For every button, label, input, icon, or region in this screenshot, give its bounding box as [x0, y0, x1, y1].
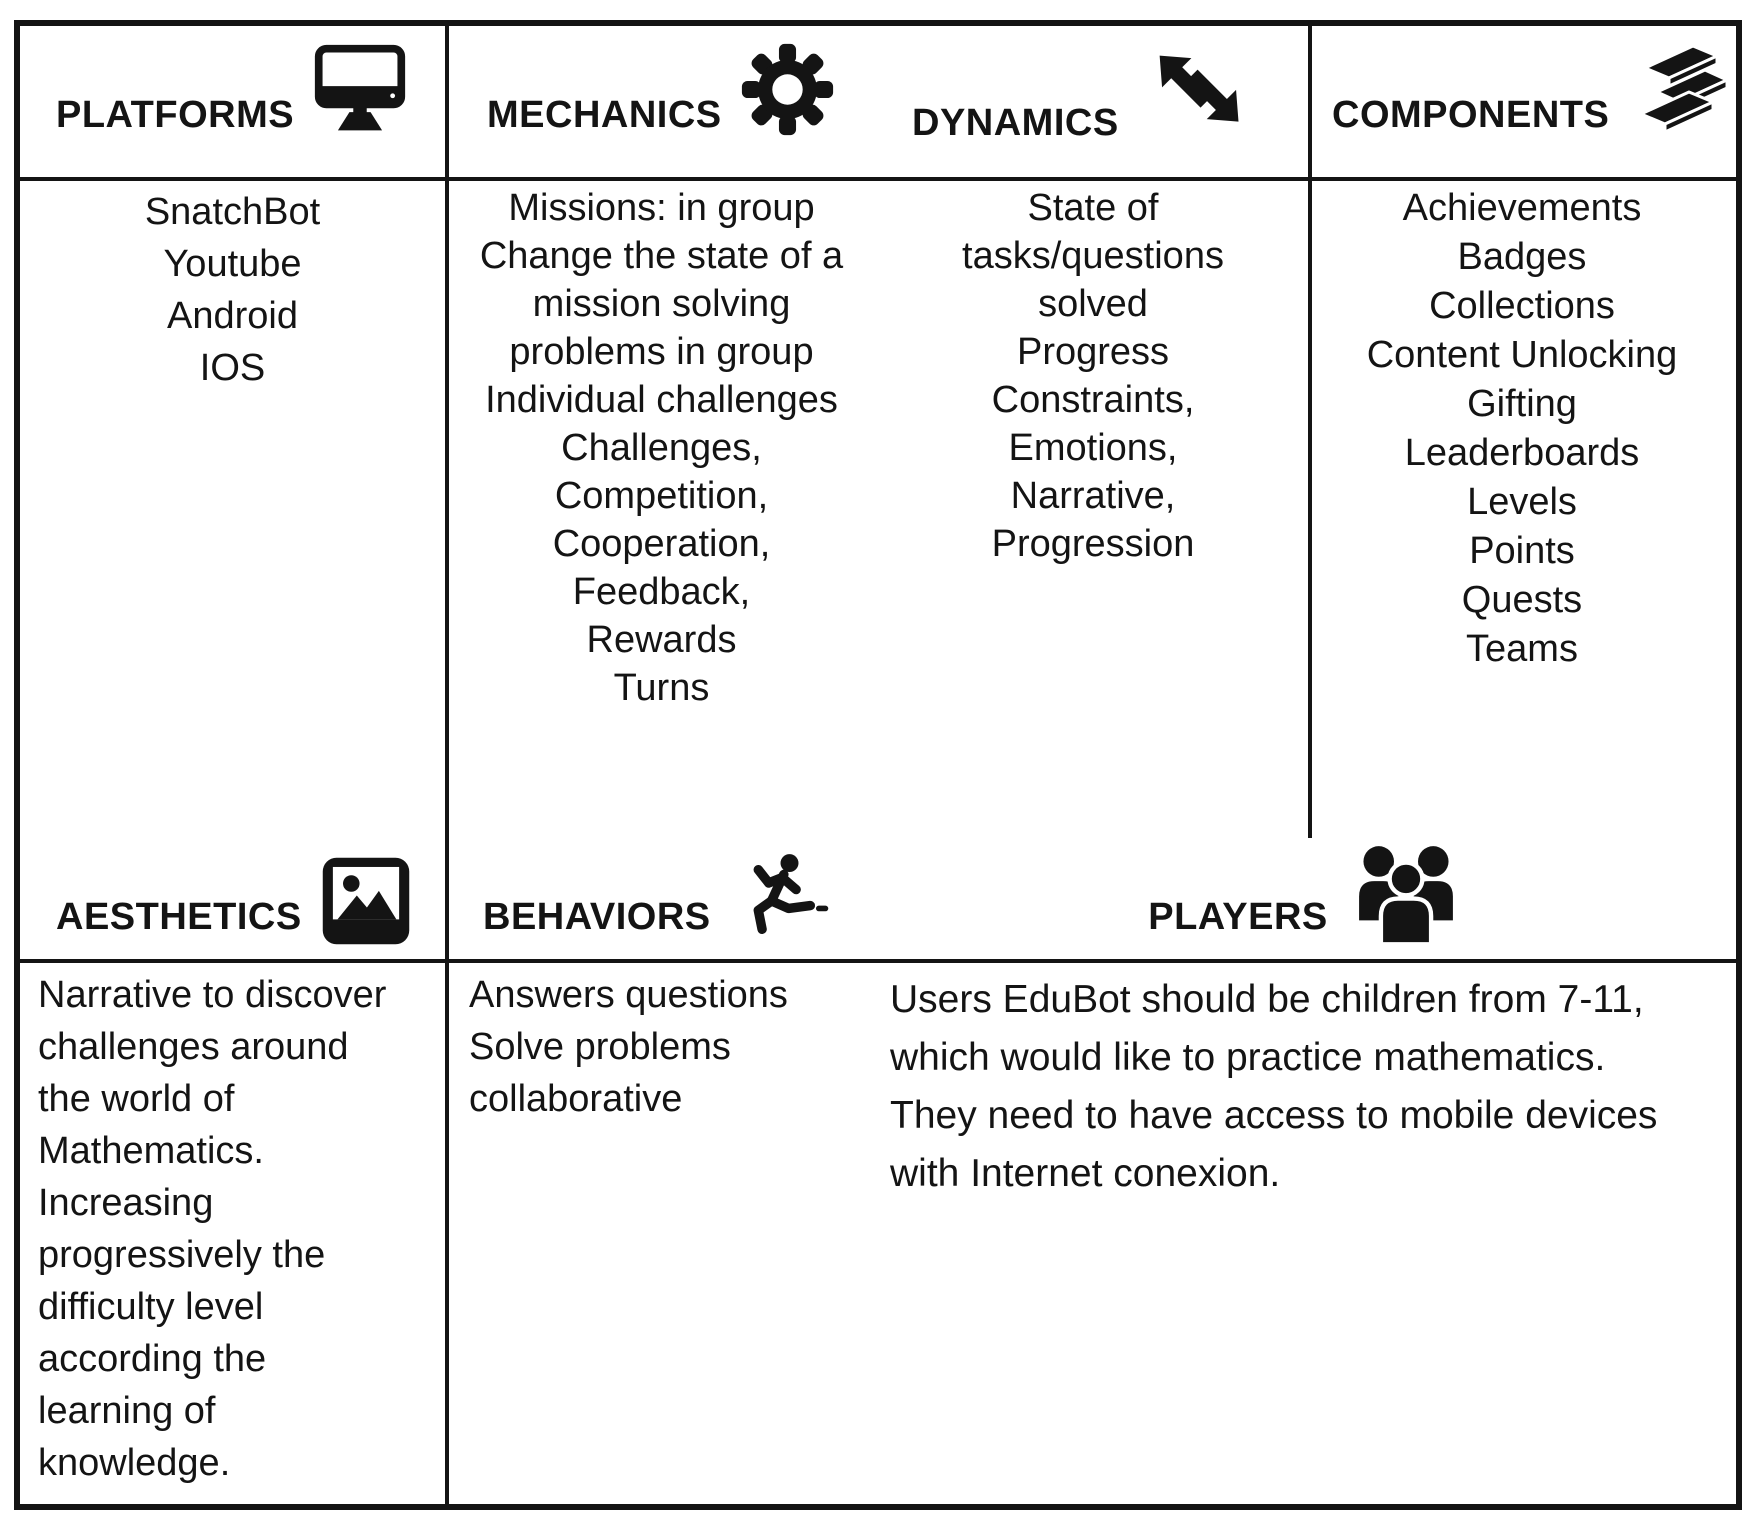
- mechanics-header: [445, 26, 878, 177]
- players-text: [878, 971, 1740, 1203]
- aesthetics-line: difficulty level: [38, 1286, 264, 1328]
- behaviors-header: [445, 825, 878, 959]
- behaviors-line: collaborative: [469, 1078, 683, 1120]
- platforms-list: [20, 186, 445, 394]
- platforms-item: Android: [167, 295, 298, 337]
- components-header: [1308, 26, 1736, 177]
- diagonal-arrows-icon: [1137, 42, 1262, 137]
- components-item: Levels: [1467, 481, 1577, 523]
- players-line: with Internet conexion.: [890, 1152, 1281, 1195]
- platforms-item: Youtube: [163, 243, 302, 285]
- behaviors-text: [445, 969, 899, 1125]
- dynamics-item: State of: [1027, 187, 1159, 229]
- players-line: Users EduBot should be children from 7-11,: [890, 978, 1644, 1021]
- runner-icon: [729, 851, 833, 947]
- header-row1-divider: [14, 177, 1742, 181]
- components-item: Content Unlocking: [1366, 334, 1678, 376]
- dynamics-item: tasks/questions: [962, 235, 1224, 277]
- dynamics-item: solved: [1038, 283, 1148, 325]
- aesthetics-line: Increasing: [38, 1182, 214, 1224]
- components-item: Badges: [1457, 236, 1587, 278]
- aesthetics-line: Narrative to discover: [38, 974, 387, 1016]
- mechanics-item: Missions: in group: [508, 187, 815, 229]
- header-row2-divider: [14, 959, 1742, 963]
- dynamics-title: DYNAMICS: [912, 102, 1119, 144]
- aesthetics-text: [20, 969, 458, 1489]
- behaviors-title: BEHAVIORS: [483, 896, 711, 938]
- mechanics-item: Individual challenges: [485, 379, 838, 421]
- dynamics-item: Constraints,: [991, 379, 1195, 421]
- platforms-item: IOS: [199, 347, 266, 389]
- mechanics-item: Competition,: [554, 475, 769, 517]
- players-title: PLAYERS: [1148, 896, 1328, 938]
- mechanics-item: problems in group: [509, 331, 814, 373]
- dynamics-header: [878, 26, 1308, 177]
- mechanics-item: Feedback,: [572, 571, 751, 613]
- aesthetics-line: challenges around: [38, 1026, 349, 1068]
- components-title: COMPONENTS: [1332, 94, 1610, 136]
- behaviors-line: Answers questions: [469, 974, 788, 1016]
- platforms-item: SnatchBot: [144, 191, 321, 233]
- components-item: Quests: [1461, 579, 1583, 621]
- players-header: [878, 825, 1736, 959]
- players-line: which would like to practice mathematics.: [890, 1036, 1606, 1079]
- picture-icon: [320, 855, 412, 947]
- dynamics-item: Progress: [1016, 331, 1170, 373]
- gear-icon: [740, 42, 835, 137]
- aesthetics-header: [20, 825, 445, 959]
- components-item: Achievements: [1402, 187, 1642, 229]
- aesthetics-line: the world of: [38, 1078, 235, 1120]
- components-item: Gifting: [1467, 383, 1577, 425]
- mechanics-item: mission solving: [532, 283, 791, 325]
- aesthetics-line: knowledge.: [38, 1442, 231, 1484]
- mechanics-item: Turns: [613, 667, 710, 709]
- players-line: They need to have access to mobile devices: [890, 1094, 1658, 1137]
- dynamics-item: Progression: [991, 523, 1195, 565]
- mechanics-item: Rewards: [586, 619, 737, 661]
- mechanics-item: Challenges,: [561, 427, 762, 469]
- components-item: Collections: [1429, 285, 1615, 327]
- mechanics-item: Cooperation,: [552, 523, 771, 565]
- components-list: [1308, 184, 1736, 674]
- aesthetics-line: according the: [38, 1338, 267, 1380]
- components-item: Points: [1469, 530, 1575, 572]
- mechanics-title: MECHANICS: [487, 94, 722, 136]
- aesthetics-line: Mathematics.: [38, 1130, 264, 1172]
- dynamics-item: Narrative,: [1010, 475, 1176, 517]
- behaviors-line: Solve problems: [469, 1026, 731, 1068]
- components-item: Leaderboards: [1404, 432, 1640, 474]
- monitor-icon: [312, 44, 408, 136]
- platforms-header: [20, 26, 445, 177]
- dynamics-list: [878, 184, 1308, 568]
- mechanics-item: Change the state of a: [479, 235, 844, 277]
- aesthetics-line: progressively the: [38, 1234, 326, 1276]
- dynamics-item: Emotions,: [1008, 427, 1178, 469]
- people-group-icon: [1346, 837, 1466, 947]
- mechanics-list: [445, 184, 878, 712]
- components-item: Teams: [1466, 628, 1578, 670]
- platforms-title: PLATFORMS: [56, 94, 295, 136]
- aesthetics-line: learning of: [38, 1390, 216, 1432]
- stacked-layers-icon: [1627, 40, 1727, 140]
- aesthetics-title: AESTHETICS: [56, 896, 302, 938]
